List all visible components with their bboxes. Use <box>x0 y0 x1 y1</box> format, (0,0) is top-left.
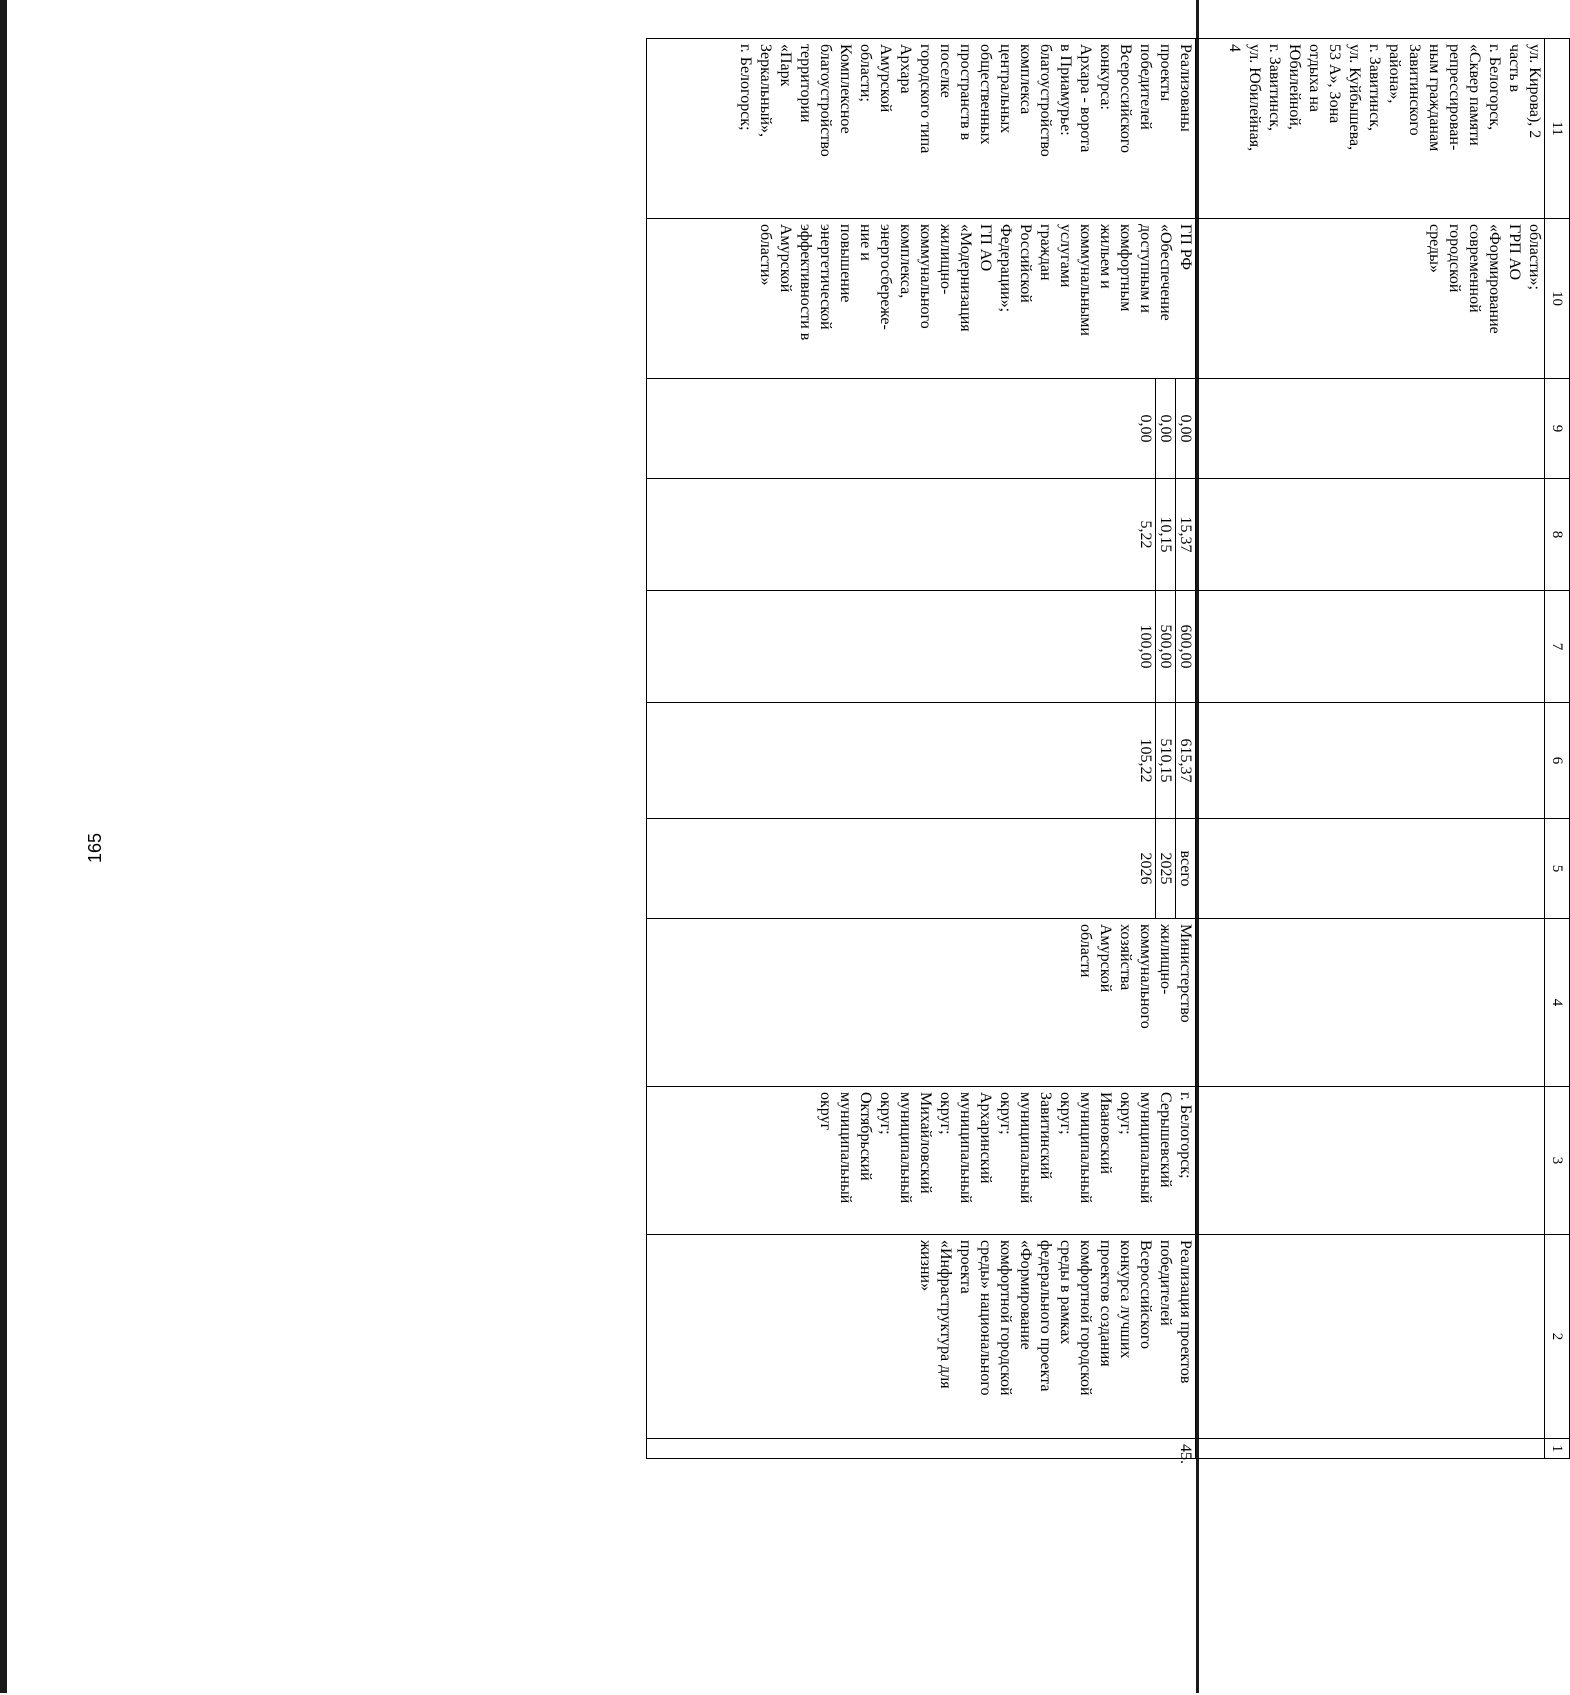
col-header-4: 4 <box>1545 919 1570 1087</box>
cell-col3 <box>1196 1087 1545 1235</box>
cell-text: ГП РФ «Обеспечение доступным и комфортным жильем и коммунальными услугами граждан Российской Федерации»; ГП АО «Модернизация жилищно- коммунального комплекса, энергосбереже- ние и повышение энергетической эффективности в Амурской области» <box>757 224 1194 341</box>
cell-text: ул. Кирова), 2 часть в г. Белогорск, «Сквер памяти репрессирован- ным гражданам Завитинского района», г. Завитинск, ул. Куйбышева, 53 А», Зона отдыха на Юбилейной, г. Завитинск, ул. Юбилейная, 4 <box>1226 44 1543 152</box>
cell-col2 <box>1196 1235 1545 1439</box>
value-2026: 105,22 <box>1137 738 1154 783</box>
row-number: 45. <box>1177 1444 1194 1464</box>
cell-text: Реализация проектов победителей Всероссийского конкурса лучших проектов создания комфортной городской среды в рамках федерального проекта «Формирование комфортной городской среды» национального проекта «Инфраструктура для жизни» <box>917 1240 1194 1396</box>
value-2026: 0,00 <box>1137 414 1154 443</box>
year-2026-label: 2026 <box>1137 852 1154 885</box>
year-2025-label: 2025 <box>1155 819 1175 918</box>
cell-col5 <box>1196 819 1545 919</box>
cell-col1 <box>647 1439 1196 1464</box>
cell-col9 <box>647 379 1196 479</box>
cell-col6 <box>647 703 1196 819</box>
cell-programs <box>1196 219 1545 379</box>
col-header-3: 3 <box>1545 1087 1570 1235</box>
col-header-10: 10 <box>1545 219 1570 379</box>
col-header-5: 5 <box>1545 819 1570 919</box>
cell-col1 <box>1196 1439 1545 1459</box>
cell-col5 <box>647 819 1196 919</box>
value-total: 15,37 <box>1175 479 1195 590</box>
cell-col4 <box>1196 919 1545 1087</box>
cell-col7 <box>1196 591 1545 703</box>
cell-text: Министерство жилищно- коммунального хозяйства Амурской области <box>1077 924 1194 1029</box>
value-2025: 500,00 <box>1155 591 1175 702</box>
rotated-table-container <box>650 38 1570 1464</box>
cell-results <box>647 39 1196 219</box>
cell-col6 <box>1196 703 1545 819</box>
cell-text: Реализованы проекты победителей Всероссийского конкурса: Архара - ворота в Приамурье: благоустройство комплекса центральных общественных пространств в поселке городского типа Архара Амурской области; Комплексное благоустройство территории «Парк Зеркальный», г. Белогорск; <box>737 44 1194 157</box>
year-total-label: всего <box>1175 819 1195 918</box>
cell-col3 <box>647 1087 1196 1235</box>
col-header-7: 7 <box>1545 591 1570 703</box>
cell-col9 <box>1196 379 1545 479</box>
value-2026: 100,00 <box>1137 624 1154 669</box>
col-header-1: 1 <box>1545 1439 1570 1459</box>
col-header-8: 8 <box>1545 479 1570 591</box>
cell-col8 <box>647 479 1196 591</box>
value-2026: 5,22 <box>1137 520 1154 549</box>
column-number-row <box>1545 39 1570 1459</box>
value-2025: 0,00 <box>1155 379 1175 478</box>
col-header-11: 11 <box>1545 39 1570 219</box>
col-header-2: 2 <box>1545 1235 1570 1439</box>
cell-text: г. Белогорск; Серышевский муниципальный округ; Ивановский муниципальный округ; Завитинский муниципальный округ; Архаринский муниципальный округ; Михайловский муниципальный округ; Октябрьский муниципальный округ <box>817 1092 1194 1204</box>
col-header-9: 9 <box>1545 379 1570 479</box>
scan-edge-left <box>0 0 7 1693</box>
cell-text: области»; ГРП АО «Формирование современной городской среды» <box>1426 224 1543 334</box>
table-row-45 <box>647 39 1196 1459</box>
value-total: 0,00 <box>1175 379 1195 478</box>
table-row-continuation <box>1196 39 1545 1459</box>
cell-col4 <box>647 919 1196 1087</box>
page-number: 165 <box>85 832 105 864</box>
value-total: 600,00 <box>1175 591 1195 702</box>
value-2025: 510,15 <box>1155 703 1175 818</box>
value-2025: 10,15 <box>1155 479 1175 590</box>
cell-col7 <box>647 591 1196 703</box>
cell-col8 <box>1196 479 1545 591</box>
cell-programs <box>647 219 1196 379</box>
col-header-6: 6 <box>1545 703 1570 819</box>
program-table <box>646 38 1570 1464</box>
cell-results <box>1196 39 1545 219</box>
value-total: 615,37 <box>1175 703 1195 818</box>
cell-col2 <box>647 1235 1196 1439</box>
